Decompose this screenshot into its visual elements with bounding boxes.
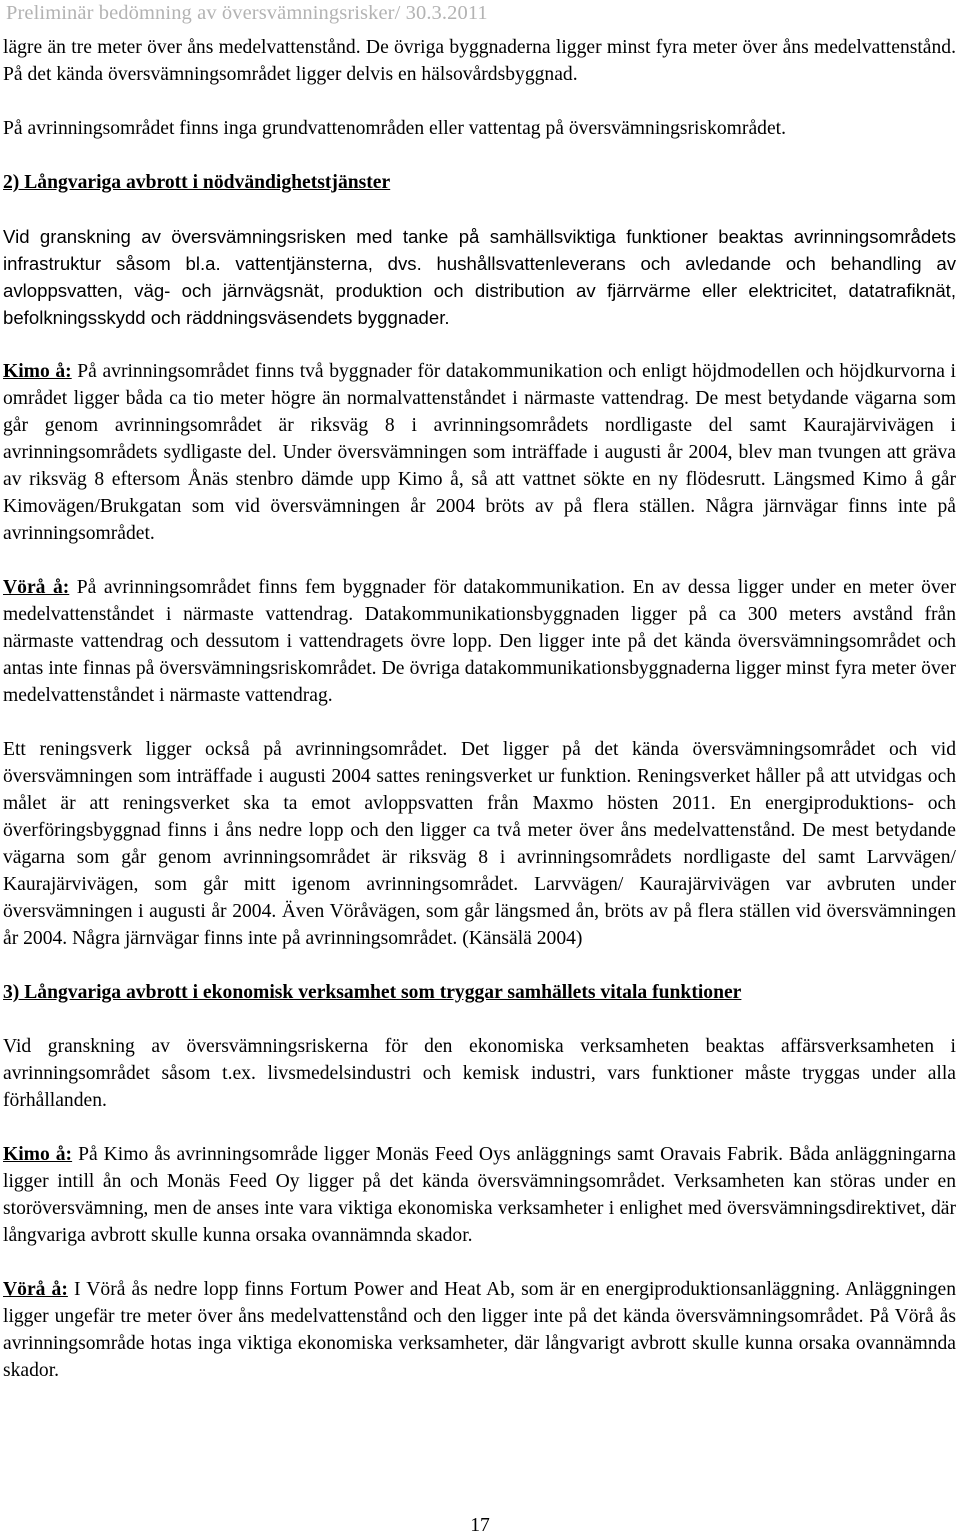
- paragraph: Ett reningsverk ligger också på avrinningsområdet. Det ligger på det kända översvämningsområdet och vid översvämningen som inträffade i augusti 2004 sattes reningsverket ur funktion. Reningsverket håller på att utvidgas och målet är att reningsverket ska ta emot avloppsvatten från Maxmo hösten 2011. En energiproduktions- och överföringsbyggnad finns i åns nedre lopp och den ligger ca två meter över åns medelvattenstånd. De mest betydande vägarna som går genom avrinningsområdet är riksväg 8 i avrinningsområdets nordligaste del samt Larvvägen/ Kaurajärvivägen, som går mitt igenom avrinningsområdet. Larvvägen/ Kaurajärvivägen var avbruten under översvämningen i augusti år 2004. Även Vöråvägen, som går längsmed ån, bröts av på flera ställen vid översvämningen år 2004. Några järnvägar finns inte på avrinningsområdet. (Känsälä 2004): [3, 739, 956, 949]
- paragraph-text: I Vörå ås nedre lopp finns Fortum Power and Heat Ab, som är en energiproduktionsanläggning. Anläggningen ligger ungefär tre meter över åns medelvattenstånd och den ligger inte på det kända översvämningsområdet. På Vörå ås avrinningsområde hotas inga viktiga ekonomiska verksamheter, där långvarigt avbrott skulle kunna orsaka ovannämnda skador.: [3, 1279, 956, 1381]
- page-number: 17: [470, 1515, 490, 1536]
- page-header: Preliminär bedömning av översvämningsrisker/ 30.3.2011: [6, 2, 488, 24]
- paragraph: På avrinningsområdet finns inga grundvattenområden eller vattentag på översvämningsriskområdet.: [3, 118, 786, 139]
- paragraph: lägre än tre meter över åns medelvattenstånd. De övriga byggnaderna ligger minst fyra meter över åns medelvattenstånd. På det kända översvämningsområdet ligger delvis en hälsovårdsbyggnad.: [3, 37, 956, 85]
- river-label: Kimo å:: [3, 361, 72, 382]
- paragraph-text: Vid granskning av översvämningsrisken med tanke på samhällsviktiga funktioner beaktas avrinningsområdets infrastruktur såsom bl.a. vattentjänsterna, dvs.: [3, 226, 956, 274]
- document-body: [3, 34, 956, 1384]
- paragraph-text: På Kimo ås avrinningsområde ligger Monäs Feed Oys anläggnings samt Oravais Fabrik. Båda anläggningarna ligger intill ån och Monäs Feed Oy ligger på det kända översvämningsområdet. Verksamheten kan störas under en storöversvämning, men de anses inte vara viktiga ekonomiska verksamheter i enlighet med översvämningsdirektivet, där långvariga avbrott skulle kunna orsaka ovannämnda skador.: [3, 1144, 956, 1246]
- paragraph: [3, 574, 956, 709]
- section-heading-3: [3, 979, 956, 1006]
- paragraph: [3, 1276, 956, 1384]
- river-label: Vörå å:: [3, 577, 70, 598]
- section-heading-text: 2) Långvariga avbrott i nödvändighetstjänster: [3, 172, 391, 193]
- paragraph-text: På avrinningsområdet finns fem byggnader för datakommunikation. En av dessa ligger under en meter över medelvattenståndet i närmaste vattendrag. Datakommunikationsbyggnaden ligger på ca 300 meters avstånd från närmaste vattendrag och dessutom i vattendragets övre lopp. Den ligger inte på det kända översvämningsområdet och antas inte finnas på översvämningsriskområdet. De övriga datakommunikationsbyggnaderna ligger minst fyra meter över medelvattenståndet i närmaste vattendrag.: [3, 577, 956, 706]
- section-heading-2: [3, 169, 956, 196]
- paragraph: Vid granskning av översvämningsriskerna för den ekonomiska verksamheten beaktas affärsverksamheten i avrinningsområdet såsom t.ex. livsmedelsindustri och kemisk industri, vars funktioner måste tryggas under alla förhållanden.: [3, 1036, 956, 1111]
- paragraph: [3, 223, 956, 331]
- paragraph-text: hushållsvattenleverans och avledande och behandling av avloppsvatten, väg- och järnvägsnät, produktion och distribution av fjärrvärme eller elektricitet, datatrafiknät, befolkningsskydd och räddningsväsendets byggnader.: [3, 253, 956, 328]
- river-label: Vörå å:: [3, 1279, 68, 1300]
- paragraph: [3, 1141, 956, 1249]
- section-heading-text: 3) Långvariga avbrott i ekonomisk verksamhet som tryggar samhällets vitala funktioner: [3, 982, 742, 1003]
- paragraph: [3, 358, 956, 547]
- paragraph-text: På avrinningsområdet finns två byggnader för datakommunikation och enligt höjdmodellen och höjdkurvorna i området ligger båda ca tio meter högre än normalvattenståndet i närmaste vattendrag. De mest betydande vägarna som går genom avrinningsområdet är riksväg 8 i avrinningsområdets nordligaste del samt Kaurajärvivägen i avrinningsområdets sydligaste del. Under översvämningen som inträffade i augusti år 2004, blev man tvungen att gräva av riksväg 8 eftersom Ånäs stenbro dämde upp Kimo å, så att vattnet sökte en ny flödesrutt. Längsmed Kimo å går Kimovägen/Brukgatan som vid översvämningen år 2004 bröts av på flera ställen. Några järnvägar finns inte på avrinningsområdet.: [3, 361, 956, 544]
- river-label: Kimo å:: [3, 1144, 73, 1165]
